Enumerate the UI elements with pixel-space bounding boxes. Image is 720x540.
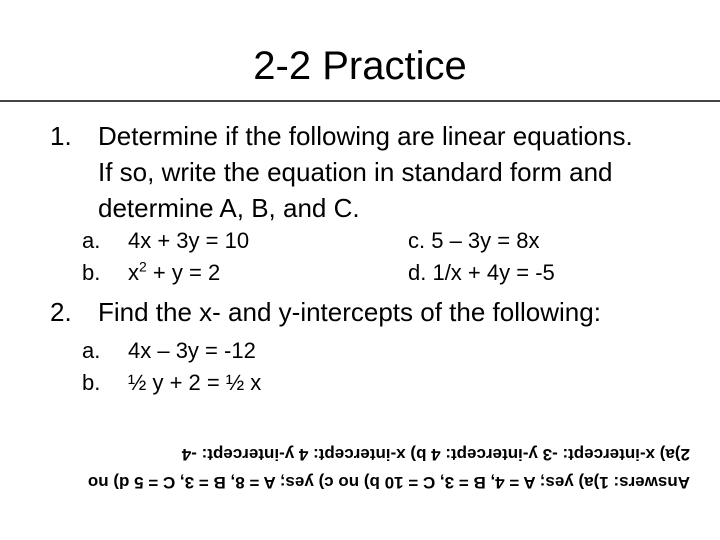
answer-key-line-1: Answers: 1)a) yes; A = 4, B = 3, C = 10 b) no c) yes; A = 8, B = 3, C = 5 d) no [87, 473, 690, 492]
question-1-line-3: determine A, B, and C. [98, 193, 360, 223]
question-1-number: 1. [50, 121, 72, 151]
question-2-number: 2. [50, 297, 72, 327]
item-equation-base: x [128, 260, 139, 285]
page-title: 2-2 Practice [253, 44, 467, 88]
answer-key [30, 440, 690, 496]
question-1-line-1: Determine if the following are linear equations. [98, 121, 633, 151]
item-label: b. [82, 370, 101, 395]
title-divider [0, 100, 720, 102]
item-equation-exponent: 2 [139, 258, 147, 275]
item-equation: 4x + 3y = 10 [128, 228, 250, 253]
question-1-line-2: If so, write the equation in standard form and [98, 157, 613, 187]
question-2-item-a [82, 336, 256, 366]
item-equation: ½ y + 2 = ½ x [128, 370, 262, 395]
question-1-item-d: d. 1/x + 4y = -5 [408, 260, 555, 285]
item-label: b. [82, 260, 101, 285]
item-equation: 4x – 3y = -12 [128, 338, 256, 363]
question-1-item-a [82, 226, 249, 256]
item-label: a. [82, 228, 101, 253]
item-equation-rest: + y = 2 [146, 260, 221, 285]
answer-key-line-2: 2)a) x-intercept: -3 y-intercept: 4 b) x-intercept: 4 y-intercept: -4 [181, 445, 690, 464]
item-label: a. [82, 338, 101, 363]
question-2-text: Find the x- and y-intercepts of the following: [98, 297, 601, 327]
question-1-item-c: c. 5 – 3y = 8x [408, 228, 540, 253]
question-2-item-b [82, 368, 261, 398]
question-1-item-b [82, 258, 220, 288]
